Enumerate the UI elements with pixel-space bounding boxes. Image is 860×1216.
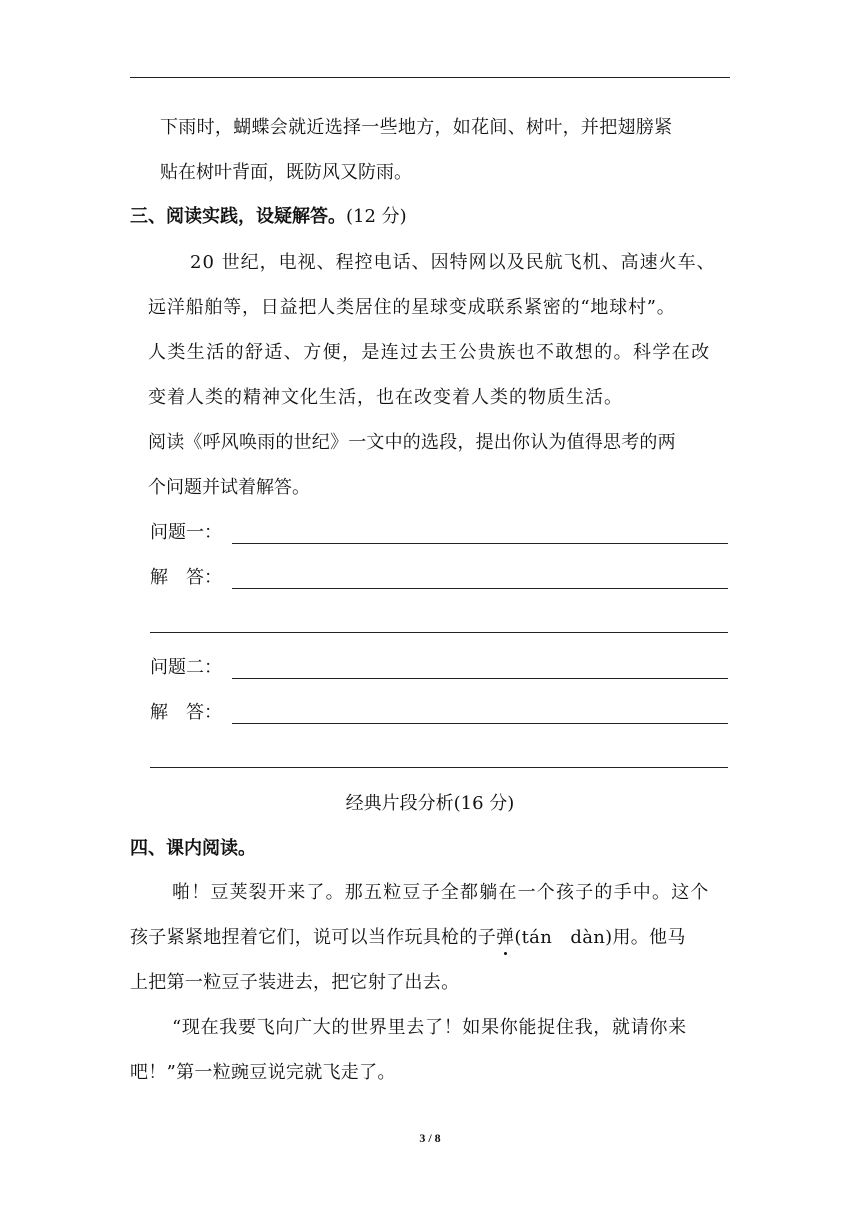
- page-number: 3 / 8: [419, 1131, 441, 1145]
- answer-2-extra-line[interactable]: [150, 767, 728, 768]
- section-3-score: (12 分): [346, 206, 407, 227]
- passage-line-3: 人类生活的舒适、方便，是连过去王公贵族也不敢想的。科学在改: [148, 342, 711, 363]
- header-rule: [130, 77, 730, 78]
- answer-2-line[interactable]: [232, 723, 728, 724]
- reading-line-2-b: (tán dàn)用。他马: [514, 927, 686, 948]
- reading-line-1: 啪！豆荚裂开来了。那五粒豆子全都躺在一个孩子的手中。这个: [172, 882, 710, 903]
- section-center-title: 经典片段分析(16 分): [345, 793, 515, 814]
- answer-1-line[interactable]: [232, 588, 728, 589]
- reading-line-2: [130, 927, 686, 949]
- question-2-label: 问题二：: [150, 657, 222, 678]
- instruction-line-1: 阅读《呼风唤雨的世纪》一文中的选段，提出你认为值得思考的两: [148, 432, 676, 453]
- section-3-title: 三、阅读实践，设疑解答。: [130, 206, 346, 227]
- section-3-heading: [130, 206, 407, 228]
- section-4-heading: 四、课内阅读。: [130, 838, 256, 859]
- prev-text-line-2: 贴在树叶背面，既防风又防雨。: [160, 162, 412, 183]
- question-1-line[interactable]: [232, 543, 728, 544]
- reading-line-3: 上把第一粒豆子装进去，把它射了出去。: [130, 972, 460, 993]
- prev-text-line-1: 下雨时，蝴蝶会就近选择一些地方，如花间、树叶，并把翅膀紧: [160, 117, 673, 138]
- reading-line-4: “现在我要飞向广大的世界里去了！如果你能捉住我，就请你来: [172, 1017, 687, 1038]
- answer-2-label: 解 答：: [150, 702, 222, 723]
- reading-line-5: 吧！”第一粒豌豆说完就飞走了。: [130, 1062, 396, 1083]
- question-2-line[interactable]: [232, 678, 728, 679]
- passage-line-4: 变着人类的精神文化生活，也在改变着人类的物质生活。: [148, 387, 623, 408]
- passage-line-2: 远洋船舶等，日益把人类居住的星球变成联系紧密的“地球村”。: [148, 297, 676, 318]
- reading-line-2-a: 孩子紧紧地捏着它们，说可以当作玩具枪的子: [130, 927, 496, 948]
- answer-1-extra-line[interactable]: [150, 632, 728, 633]
- question-1-label: 问题一：: [150, 522, 222, 543]
- instruction-line-2: 个问题并试着解答。: [148, 477, 310, 498]
- emphasized-character: 弹: [496, 927, 515, 948]
- passage-line-1: 20 世纪，电视、程控电话、因特网以及民航飞机、高速火车、: [190, 252, 716, 273]
- answer-1-label: 解 答：: [150, 567, 222, 588]
